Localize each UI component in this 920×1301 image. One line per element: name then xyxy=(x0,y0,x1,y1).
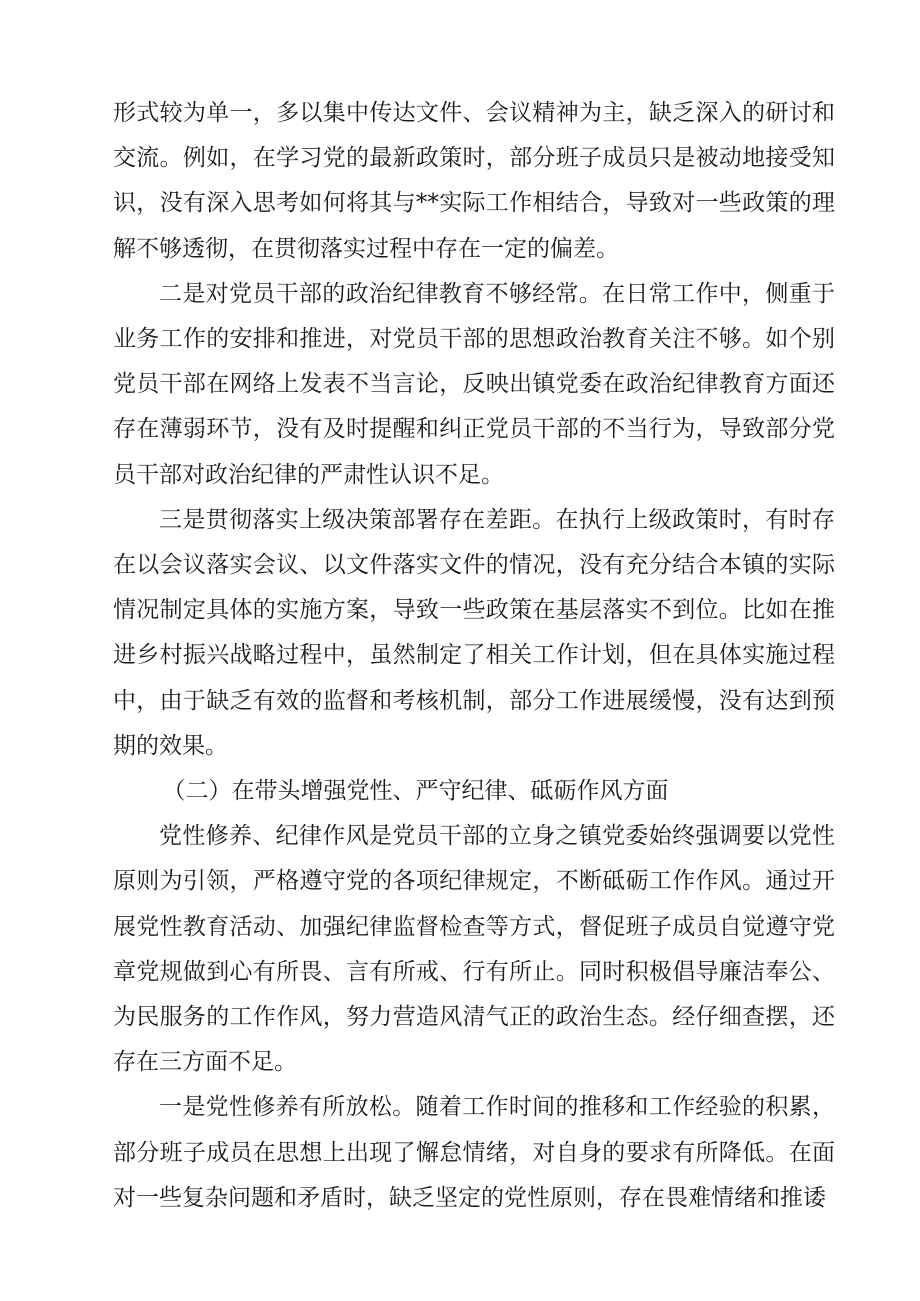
paragraph-implementation-gap: 三是贯彻落实上级决策部署存在差距。在执行上级政策时，有时存在以会议落实会议、以文件落实文件的情况，没有充分结合本镇的实际情况制定具体的实施方案，导致一些政策在基层落实不到位。比如在推进乡村振兴战略过程中，虽然制定了相关工作计划，但在具体实施过程中，由于缺乏有效的监督和考核机制，部分工作进展缓慢，没有达到预期的效果。 xyxy=(113,506,835,759)
document-body xyxy=(113,91,835,1221)
paragraph-political-discipline: 二是对党员干部的政治纪律教育不够经常。在日常工作中，侧重于业务工作的安排和推进，对党员干部的思想政治教育关注不够。如个别党员干部在网络上发表不当言论，反映出镇党委在政治纪律教育方面还存在薄弱环节，没有及时提醒和纠正党员干部的不当行为，导致部分党员干部对政治纪律的严肃性认识不足。 xyxy=(113,280,835,488)
section-heading: （二）在带头增强党性、严守纪律、砥砺作风方面 xyxy=(162,778,669,805)
paragraph-party-spirit-relaxed: 一是党性修养有所放松。随着工作时间的推移和工作经验的积累，部分班子成员在思想上出现了懈怠情绪，对自身的要求有所降低。在面对一些复杂问题和矛盾时，缺乏坚定的党性原则，存在畏难情绪和推诿 xyxy=(113,1094,835,1211)
paragraph-continuation: 形式较为单一，多以集中传达文件、会议精神为主，缺乏深入的研讨和交流。例如，在学习党的最新政策时，部分班子成员只是被动地接受知识，没有深入思考如何将其与**实际工作相结合，导致对一些政策的理解不够透彻，在贯彻落实过程中存在一定的偏差。 xyxy=(113,100,835,262)
paragraph-party-spirit-intro: 党性修养、纪律作风是党员干部的立身之镇党委始终强调要以党性原则为引领，严格遵守党的各项纪律规定，不断砥砺工作作风。通过开展党性教育活动、加强纪律监督检查等方式，督促班子成员自觉遵守党章党规做到心有所畏、言有所戒、行有所止。同时积极倡导廉洁奉公、为民服务的工作作风，努力营造风清气正的政治生态。经仔细查摆，还存在三方面不足。 xyxy=(113,823,835,1076)
